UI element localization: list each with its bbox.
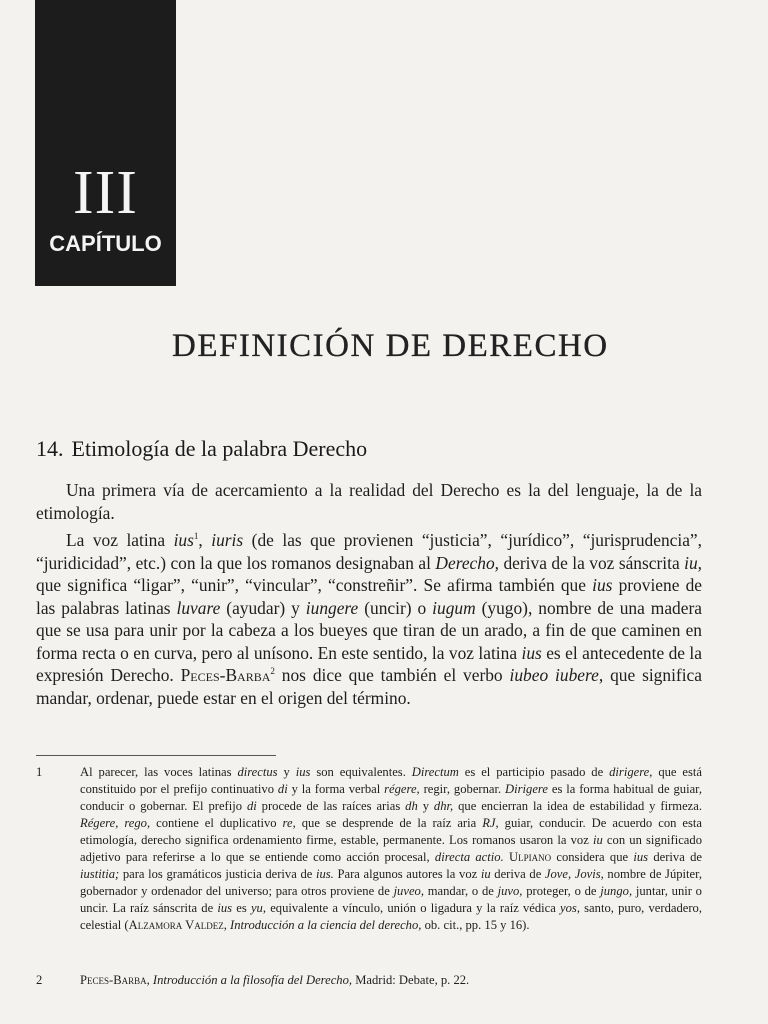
text-segment: es [232,901,251,915]
text-segment: juntar, unir o uncir. La raíz sánscrita de [80,884,702,915]
text-segment: procede de las raíces arias [256,799,406,813]
latin-term: re, [282,816,296,830]
section-heading [36,436,367,462]
latin-term: ius [217,901,233,915]
text-segment: considera que [551,850,634,864]
text-segment: y [277,765,296,779]
latin-term: iungere [305,597,359,618]
latin-term: ius [295,765,311,779]
latin-term: Régere, rego, [80,816,151,830]
text-segment: deriva de [648,850,702,864]
author-name: Alzamora Valdez [128,918,224,932]
text-segment: nos dice que también el verbo [274,665,510,685]
text-segment: para los gramáticos justicia deriva de [119,867,316,881]
page-title: DEFINICIÓN DE DERECHO [172,328,609,364]
text-segment: que se desprende de la raíz aria [295,816,483,830]
latin-term: iuris [211,530,244,550]
latin-term: Jove, Jovis, [544,867,604,881]
text-segment: que encierran la idea de estabilidad y firmeza. [453,799,702,813]
text-segment: es el antecedente de la expresión Derecho. [36,642,702,685]
chapter-numeral: III [73,159,138,227]
latin-term: RJ, [482,816,499,830]
text-segment: , que significa mandar, ordenar, puede estar en el origen del término. [36,665,702,708]
text-segment: deriva de la voz sánscrita [499,552,685,573]
latin-term: di [277,782,288,796]
text-segment: contiene el duplicativo [150,816,283,830]
text-segment: (yugo), nombre de una madera que se usa para unir por la cabeza a los bueyes que tiran de un arado, a fin de que caminen en forma recta o en curva, pero al unísono. En este sentido, la voz latina [36,597,702,663]
paragraph-2 [36,529,702,709]
latin-term: jungo, [600,884,633,898]
text-segment: son equivalentes. [310,765,412,779]
latin-term: ius [521,642,542,663]
latin-term: Directum [411,765,459,779]
text-segment: es el participio pasado de [458,765,610,779]
footnote-divider [36,755,276,756]
latin-term: iugum [432,597,476,618]
book-title: Introducción a la filosofía del Derecho, [152,973,353,987]
latin-term: yu, [250,901,267,915]
text-segment: (de las que provienen “justicia”, “jurídico”, “jurisprudencia”, “juridicidad”, etc.) con la que los romanos designaban al [36,530,702,573]
paragraph-1: Una primera vía de acercamiento a la realidad del Derecho es la del lenguaje, la de la etimología. [36,480,702,523]
text-segment: ob. cit., pp. 15 y 16). [421,918,530,932]
latin-term: di [246,799,257,813]
text-segment: Madrid: Debate, p. 22. [352,973,470,987]
text-segment: regir, gobernar. [419,782,506,796]
text-segment: que significa “ligar”, “unir”, “vincular”, “constreñir”. Se afirma también que [36,575,593,595]
text-segment: es la forma habitual de guiar, conducir o gobernar. El prefijo [80,782,702,813]
text-segment: (uncir) o [358,597,433,618]
latin-term: iustitia; [80,867,120,881]
text-segment: Al parecer, las voces latinas [80,765,238,779]
latin-term: iu [592,833,603,847]
footnote-ref-1: 1 [193,531,199,542]
footnote-text [80,972,702,989]
latin-term: dhr, [433,799,454,813]
book-title: Introducción a la ciencia del derecho, [230,918,422,932]
footnote-text [80,764,702,934]
text-segment: , [223,918,231,932]
latin-term: ius [633,850,649,864]
text-segment: y la forma verbal [287,782,385,796]
text-segment: nombre de Júpiter, gobernador y ordenador del universo; para otros proviene de [80,867,702,898]
latin-term: ius. [315,867,334,881]
text-segment: equivalente a vínculo, unión o ligadura y la raíz védica [266,901,561,915]
footnote-2 [36,972,702,989]
latin-term: dh [405,799,418,813]
latin-term: régere, [384,782,420,796]
text-segment: y [417,799,434,813]
latin-term: directus [237,765,278,779]
text-segment: proviene de las palabras latinas [36,575,702,618]
section-title: Etimología de la palabra Derecho [71,436,368,461]
latin-term: iu [480,867,491,881]
latin-term: ius [592,575,613,595]
latin-term: directa actio. [434,850,504,864]
chapter-box [35,0,176,286]
text-segment: que está constituido por el prefijo continuativo [80,765,703,796]
latin-term: dirigere, [609,765,653,779]
latin-term: ius [173,530,194,550]
author-name: Peces-Barba [180,665,271,685]
latin-term: iubeo iubere [509,665,599,685]
text-segment: La voz latina [66,530,174,550]
chapter-label: CAPÍTULO [49,231,162,256]
author-name: Peces-Barba [80,973,147,987]
text-segment: , [198,530,212,550]
latin-term: juveo, [393,884,424,898]
text-segment: deriva de [490,867,545,881]
section-number: 14. [36,436,64,461]
footnote-number: 2 [36,973,43,987]
footnote-1 [36,764,702,934]
text-segment: , [146,973,153,987]
text-segment: guiar, conducir. De acuerdo con esta etimología, derecho significa ordenamiento firme, estable, permanente. Los romanos usaron la voz [80,816,702,847]
text-segment: (ayudar) y [220,597,306,618]
latin-term: Dirigere [505,782,548,796]
latin-term: iu, [684,552,703,573]
text-segment: proteger, o de [522,884,601,898]
latin-term: yos, [560,901,580,915]
emphasis-term: Derecho, [435,552,499,573]
text-segment: Para algunos autores la voz [333,867,481,881]
text-segment: mandar, o de [423,884,498,898]
text-segment: santo, puro, verdadero, celestial ( [80,901,702,932]
text-segment: con un significado adjetivo para referirse a lo que se entiende como acción procesal, [80,833,702,864]
author-name: Ulpiano [509,850,552,864]
footnote-ref-2: 2 [270,666,275,677]
latin-term: juvo, [497,884,523,898]
footnote-number: 1 [36,765,43,779]
latin-term: luvare [176,597,221,618]
